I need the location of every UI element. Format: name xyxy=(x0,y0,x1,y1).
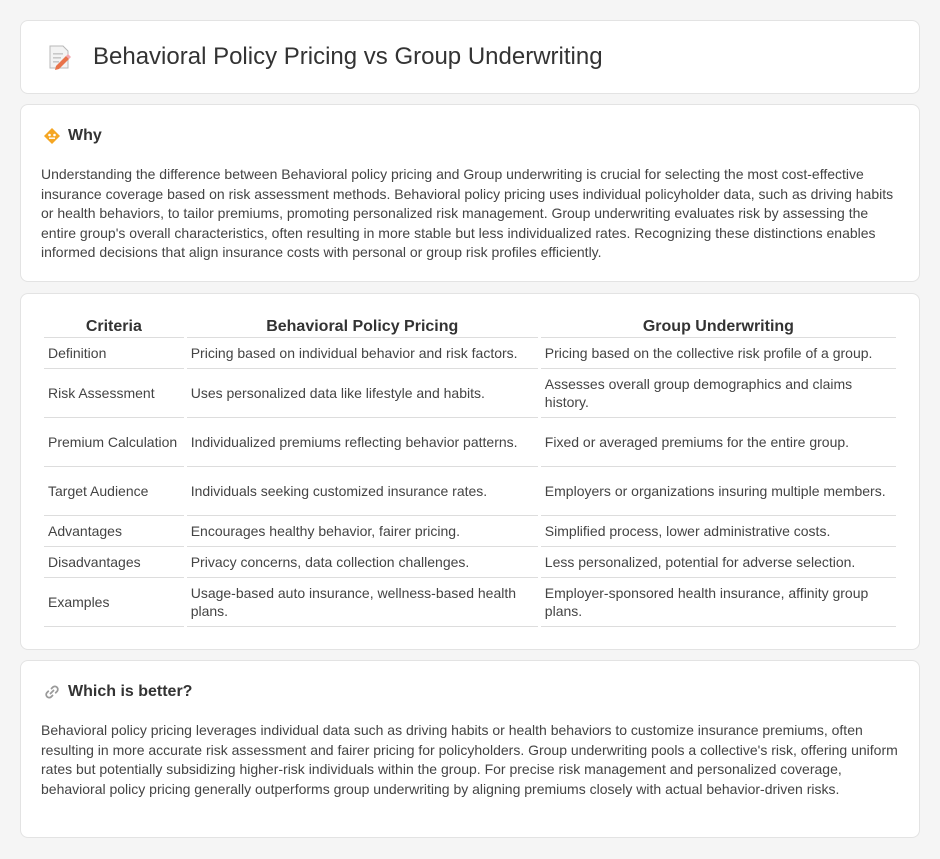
row-criteria: Target Audience xyxy=(44,467,184,516)
table-row xyxy=(44,369,896,418)
warning-diamond-icon xyxy=(43,127,61,145)
table-row xyxy=(44,578,896,627)
row-group: Employer-sponsored health insurance, affinity group plans. xyxy=(541,578,896,627)
header-group: Group Underwriting xyxy=(541,316,896,338)
row-group: Simplified process, lower administrative costs. xyxy=(541,516,896,547)
row-behavioral: Encourages healthy behavior, fairer pricing. xyxy=(187,516,538,547)
table-row xyxy=(44,547,896,578)
better-heading xyxy=(43,683,192,701)
row-criteria: Advantages xyxy=(44,516,184,547)
row-behavioral: Usage-based auto insurance, wellness-based health plans. xyxy=(187,578,538,627)
why-heading xyxy=(43,127,102,145)
row-behavioral: Individualized premiums reflecting behavior patterns. xyxy=(187,418,538,467)
row-group: Fixed or averaged premiums for the entire group. xyxy=(541,418,896,467)
header-behavioral: Behavioral Policy Pricing xyxy=(187,316,538,338)
why-title: Why xyxy=(68,127,102,144)
document-pencil-icon xyxy=(45,43,73,71)
row-behavioral: Pricing based on individual behavior and risk factors. xyxy=(187,338,538,369)
comparison-table xyxy=(41,316,899,627)
why-text: Understanding the difference between Behavioral policy pricing and Group underwriting is crucial for selecting the most cost-effective insurance coverage based on risk assessment methods. Behavioral policy pricing uses individual policyholder data, such as driving habits or health behaviors, to tailor premiums, promoting personalized risk management. Group underwriting evaluates risk by assessing the entire group's overall characteristics, often resulting in more stable but less individualized rates. Recognizing these distinctions enables informed decisions that align insurance costs with personal or group risk profiles efficiently. xyxy=(41,166,894,260)
row-group: Pricing based on the collective risk profile of a group. xyxy=(541,338,896,369)
row-behavioral: Uses personalized data like lifestyle and habits. xyxy=(187,369,538,418)
row-criteria: Examples xyxy=(44,578,184,627)
row-group: Less personalized, potential for adverse selection. xyxy=(541,547,896,578)
row-criteria: Disadvantages xyxy=(44,547,184,578)
why-section xyxy=(20,104,920,282)
header-criteria: Criteria xyxy=(44,316,184,338)
row-behavioral: Individuals seeking customized insurance rates. xyxy=(187,467,538,516)
row-criteria: Risk Assessment xyxy=(44,369,184,418)
page-title: Behavioral Policy Pricing vs Group Underwriting xyxy=(93,43,603,70)
header-card xyxy=(20,20,920,94)
table-row xyxy=(44,338,896,369)
row-group: Assesses overall group demographics and claims history. xyxy=(541,369,896,418)
link-icon xyxy=(43,683,61,701)
table-row xyxy=(44,467,896,516)
better-section xyxy=(20,660,920,838)
better-title: Which is better? xyxy=(68,683,193,700)
better-text: Behavioral policy pricing leverages individual data such as driving habits or health behaviors to customize insurance premiums, often resulting in more accurate risk assessment and fairer pricing for policyholders. Group underwriting pools a collective's risk, offering uniform rates but potentially subsidizing higher-risk individuals within the group. For precise risk management and personalized coverage, behavioral policy pricing generally outperforms group underwriting by aligning premiums closely with actual behavior-driven risks. xyxy=(41,722,898,797)
row-criteria: Premium Calculation xyxy=(44,418,184,467)
row-criteria: Definition xyxy=(44,338,184,369)
comparison-section xyxy=(20,293,920,650)
row-behavioral: Privacy concerns, data collection challenges. xyxy=(187,547,538,578)
row-group: Employers or organizations insuring multiple members. xyxy=(541,467,896,516)
table-row xyxy=(44,418,896,467)
table-header-row xyxy=(44,316,896,338)
table-row xyxy=(44,516,896,547)
title-row xyxy=(45,43,603,71)
